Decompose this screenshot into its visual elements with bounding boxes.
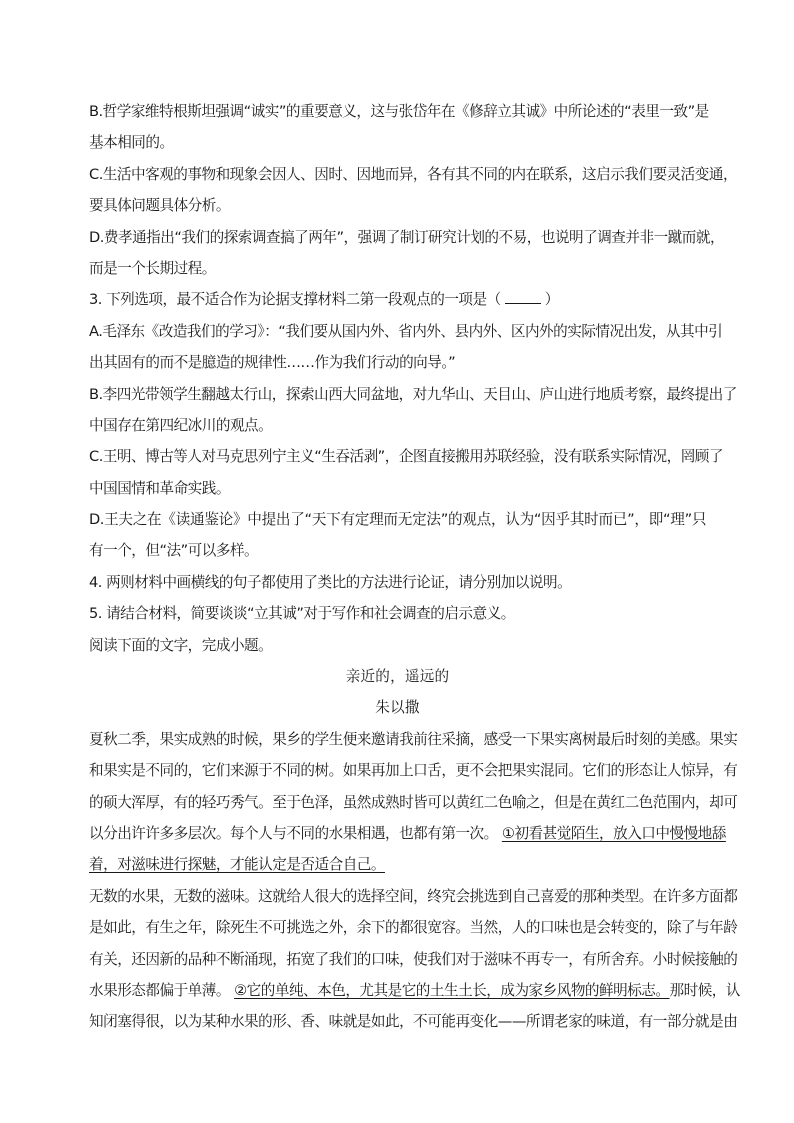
option-d-line-2: 而是一个长期过程。 [89, 259, 216, 277]
paragraph-1-line-4-text: 以分出许许多多层次。每个人与不同的水果相遇，也都有第一次。 [89, 824, 498, 842]
question-4: 4. 两则材料中画横线的句子都使用了类比的方法进行论证，请分别加以说明。 [89, 573, 572, 591]
paragraph-1-line-3: 的硕大浑厚，有的轻巧秀气。至于色泽，虽然成熟时皆可以黄红二色喻之，但是在黄红二色范围内，却可 [89, 793, 738, 811]
q3-option-c-line-1: C.王明、博古等人对马克思列宁主义“生吞活剥”，企图直接搬用苏联经验，没有联系实际情况，罔顾了 [89, 448, 723, 466]
q3-option-c-line-2: 中国国情和革命实践。 [89, 479, 230, 497]
q3-option-b-line-2: 中国存在第四纪冰川的观点。 [89, 416, 273, 434]
paragraph-2-line-4-end: 那时候，认 [669, 981, 740, 999]
q3-option-b-line-1: B.李四光带领学生翻越太行山，探索山西大同盆地，对九华山、天目山、庐山进行地质考察，最终提出了 [89, 385, 737, 403]
question-3-stem [89, 284, 706, 315]
paragraph-2-line-4-start: 水果形态都偏于单薄。 [89, 981, 230, 999]
underlined-sentence-2: ②它的单纯、本色，尤其是它的土生土长，成为家乡风物的鲜明标志。 [234, 981, 670, 999]
option-c-line-2: 要具体问题具体分析。 [89, 197, 230, 215]
paragraph-1-line-2: 和果实是不同的，它们来源于不同的树。如果再加上口舌，更不会把果实混同。它们的形态让人惊异，有 [89, 762, 738, 780]
paragraph-1-line-5 [89, 849, 706, 880]
article-title: 亲近的，遥远的 [345, 668, 450, 686]
underlined-sentence-1b: 着，对滋味进行探魅，才能认定是否适合自己。 [89, 856, 385, 874]
question-3-stem-text: 3. 下列选项，最不适合作为论据支撑材料二第一段观点的一项是（ [89, 291, 501, 309]
paragraph-2-line-1: 无数的水果，无数的滋味。这就给人很大的选择空间，终究会挑选到自己喜爱的那种类型。在许多方面都 [89, 887, 738, 905]
paragraph-1-line-4 [89, 818, 726, 849]
option-b-line-2: 基本相同的。 [89, 134, 174, 152]
paragraph-1-line-1: 夏秋二季，果实成熟的时候，果乡的学生便来邀请我前往采摘，感受一下果实离树最后时刻的美感。果实 [89, 730, 738, 748]
paragraph-2-line-4 [89, 975, 740, 1006]
q3-option-a-line-1: A.毛泽东《改造我们的学习》：“我们要从国内外、省内外、县内外、区内外的实际情况出发，从其中引 [89, 322, 723, 340]
question-3-stem-close: ） [544, 291, 559, 309]
paragraph-2-line-2: 是如此，有生之年，除死生不可挑选之外，余下的都很宽容。当然，人的口味也是会转变的，除了与年龄 [89, 919, 738, 937]
underlined-sentence-1a: ①初看甚觉陌生，放入口中慢慢地舔 [501, 824, 726, 842]
article-author: 朱以撒 [375, 699, 420, 717]
q3-option-a-line-2: 出其固有的而不是臆造的规律性……作为我们行动的向导。” [89, 354, 456, 372]
reading-instruction: 阅读下面的文字，完成小题。 [89, 636, 273, 654]
paragraph-2-line-3: 有关，还因新的品种不断涌现，拓宽了我们的口味，使我们对于滋味不再专一，有所舍弃。小时候接触的 [89, 950, 738, 968]
option-d-line-1: D.费孝通指出“我们的探索调查搞了两年”，强调了制订研究计划的不易，也说明了调查并非一蹴而就， [89, 228, 725, 246]
q3-option-d-line-2: 有一个，但“法”可以多样。 [89, 542, 259, 560]
q3-option-d-line-1: D.王夫之在《读通鉴论》中提出了“天下有定理而无定法”的观点，认为“因乎其时而已”，即“理”只 [89, 511, 706, 529]
paragraph-2-line-5: 知闭塞得很，以为某种水果的形、香、味就是如此，不可能再变化——所谓老家的味道，有一部分就是由 [89, 1013, 738, 1031]
question-5: 5. 请结合材料，简要谈谈“立其诚”对于写作和社会调查的启示意义。 [89, 605, 515, 623]
answer-blank[interactable] [505, 289, 541, 304]
option-c-line-1: C.生活中客观的事物和现象会因人、因时、因地而异，各有其不同的内在联系，这启示我们要灵活变通， [89, 165, 738, 183]
option-b-line-1: B.哲学家维特根斯坦强调“诚实”的重要意义，这与张岱年在《修辞立其诚》中所论述的“表里一致”是 [89, 103, 709, 120]
